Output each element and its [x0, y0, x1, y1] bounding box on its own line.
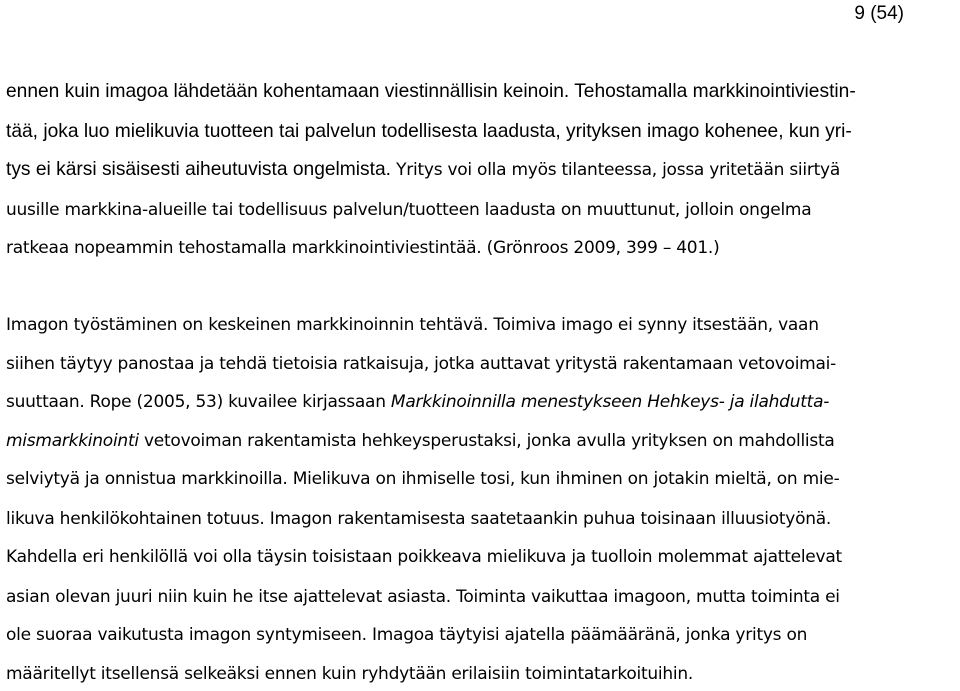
text-line [6, 429, 835, 453]
book-title-continued: mismarkkinointi [6, 431, 139, 451]
text-line [6, 390, 829, 414]
text-segment: vetovoiman rakentamista hehkeysperustaksi, jonka avulla yrityksen on mahdollista [138, 431, 835, 451]
page-number: 9 (54) [854, 3, 904, 24]
text-line: selviytyä ja onnistua markkinoilla. Mielikuva on ihmiselle tosi, kun ihminen on jotakin mieltä, on mie- [6, 469, 840, 489]
text-line: likuva henkilökohtainen totuus. Imagon rakentamisesta saatetaankin puhua toisinaan illuusiotyönä. [6, 509, 832, 529]
book-title: Markkinoinnilla menestykseen Hehkeys- ja ilahdutta- [390, 392, 830, 412]
text-line: määritellyt itsellensä selkeäksi ennen kuin ryhdytään erilaisiin toimintatarkoituihin. [6, 664, 694, 684]
text-line: Kahdella eri henkilöllä voi olla täysin toisistaan poikkeava mielikuva ja tuolloin molemmat ajattelevat [6, 547, 842, 567]
text-line [6, 158, 840, 182]
text-segment: tys ei kärsi sisäisesti aiheutuvista ongelmista. [6, 159, 391, 180]
text-line: uusille markkina-alueille tai todellisuus palvelun/tuotteen laadusta on muuttunut, jolloin ongelma [6, 200, 812, 220]
text-line: ole suoraa vaikutusta imagon syntymiseen. Imagoa täytyisi ajatella päämääränä, jonka yritys on [6, 625, 808, 645]
text-line: ratkeaa nopeammin tehostamalla markkinointiviestintää. (Grönroos 2009, 399 – 401.) [6, 238, 720, 258]
text-segment: suuttaan. Rope (2005, 53) kuvailee kirjassaan [6, 392, 391, 412]
text-line: tää, joka luo mielikuvia tuotteen tai palvelun todellisesta laadusta, yrityksen imago kohenee, kun yri- [6, 121, 852, 142]
text-line: Imagon työstäminen on keskeinen markkinoinnin tehtävä. Toimiva imago ei synny itsestään, vaan [6, 315, 819, 335]
text-segment: Yritys voi olla myös tilanteessa, jossa yritetään siirtyä [390, 160, 841, 180]
text-line: asian olevan juuri niin kuin he itse ajattelevat asiasta. Toiminta vaikuttaa imagoon, mutta toiminta ei [6, 587, 840, 607]
text-line: siihen täytyy panostaa ja tehdä tietoisia ratkaisuja, jotka auttavat yritystä rakentamaan vetovoimai- [6, 354, 837, 374]
text-line: ennen kuin imagoa lähdetään kohentamaan viestinnällisin keinoin. Tehostamalla markkinointiviestin- [6, 81, 856, 102]
